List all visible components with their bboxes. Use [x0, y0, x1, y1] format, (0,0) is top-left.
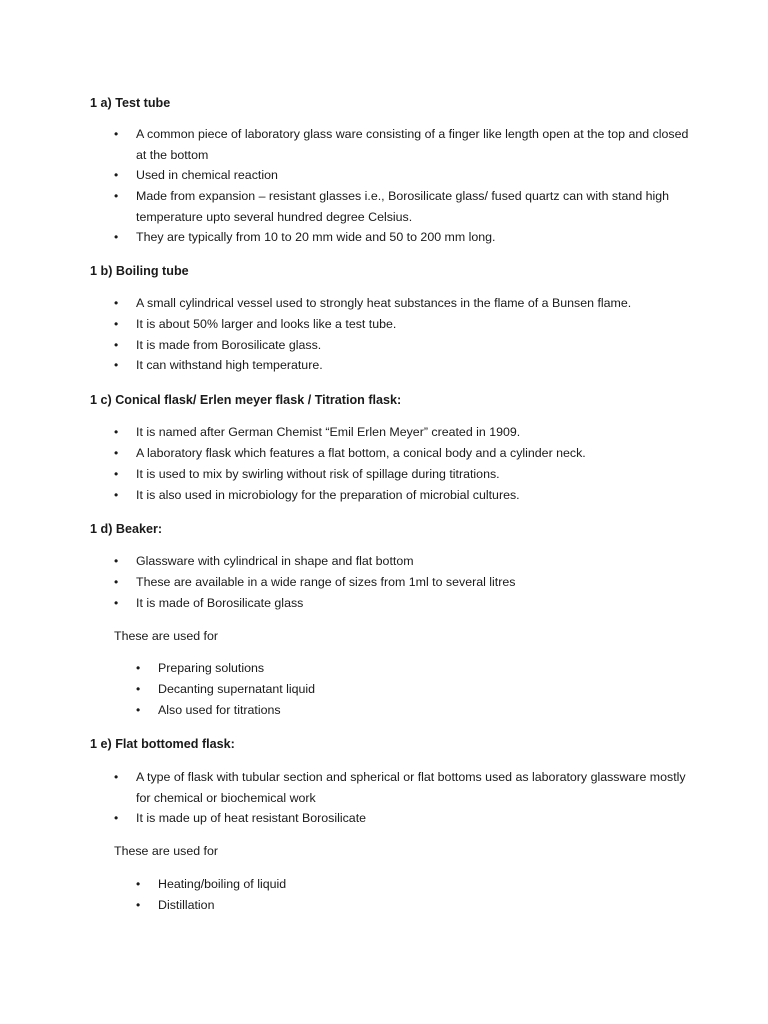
list-item: • A common piece of laboratory glass ware consisting of a finger like length open at the top and closed at the bottom [114, 124, 694, 165]
list-item: • Also used for titrations [136, 700, 696, 721]
list-item: • Glassware with cylindrical in shape and flat bottom [114, 551, 694, 572]
bullet-icon: • [114, 811, 119, 825]
list-item: • These are available in a wide range of sizes from 1ml to several litres [114, 572, 694, 593]
list-item: • It is used to mix by swirling without risk of spillage during titrations. [114, 464, 694, 485]
bullet-icon: • [114, 127, 119, 141]
heading-conical-flask: 1 c) Conical flask/ Erlen meyer flask / Titration flask: [90, 393, 402, 407]
bullet-icon: • [114, 596, 119, 610]
list-item: • It is made up of heat resistant Borosilicate [114, 808, 694, 829]
list-item: • It can withstand high temperature. [114, 355, 694, 376]
bullet-icon: • [114, 575, 119, 589]
bullet-icon: • [136, 703, 141, 717]
list-item: • Used in chemical reaction [114, 165, 694, 186]
list-item: • Preparing solutions [136, 658, 696, 679]
bullet-icon: • [114, 317, 119, 331]
list-item: • It is also used in microbiology for the preparation of microbial cultures. [114, 485, 694, 506]
list-item: • It is made of Borosilicate glass [114, 593, 694, 614]
uses-label: These are used for [114, 629, 219, 643]
list-item: • It is about 50% larger and looks like a test tube. [114, 314, 694, 335]
bullet-icon: • [114, 168, 119, 182]
bullet-icon: • [114, 467, 119, 481]
bullet-icon: • [114, 446, 119, 460]
heading-boiling-tube: 1 b) Boiling tube [90, 264, 189, 278]
list-item: • A laboratory flask which features a flat bottom, a conical body and a cylinder neck. [114, 443, 694, 464]
list-item: • Made from expansion – resistant glasses i.e., Borosilicate glass/ fused quartz can with stand high temperature upto several hundred degree Celsius. [114, 186, 694, 227]
list-item: • A type of flask with tubular section and spherical or flat bottoms used as laboratory glassware mostly for chemical or biochemical work [114, 767, 694, 808]
bullet-icon: • [136, 682, 141, 696]
list-item: • They are typically from 10 to 20 mm wide and 50 to 200 mm long. [114, 227, 694, 248]
list-item: • A small cylindrical vessel used to strongly heat substances in the flame of a Bunsen flame. [114, 293, 694, 314]
heading-test-tube: 1 a) Test tube [90, 96, 171, 110]
bullet-icon: • [114, 425, 119, 439]
bullet-icon: • [136, 661, 141, 675]
bullet-icon: • [136, 898, 141, 912]
list-item: • It is made from Borosilicate glass. [114, 335, 694, 356]
bullet-icon: • [114, 189, 119, 203]
uses-label: These are used for [114, 844, 219, 858]
bullet-icon: • [114, 358, 119, 372]
bullet-icon: • [114, 296, 119, 310]
heading-flat-bottomed-flask: 1 e) Flat bottomed flask: [90, 737, 235, 751]
bullet-icon: • [114, 488, 119, 502]
list-item: • Heating/boiling of liquid [136, 874, 696, 895]
list-item: • Decanting supernatant liquid [136, 679, 696, 700]
bullet-icon: • [114, 338, 119, 352]
bullet-icon: • [136, 877, 141, 891]
list-item: • Distillation [136, 895, 696, 916]
bullet-icon: • [114, 230, 119, 244]
bullet-icon: • [114, 770, 119, 784]
list-item: • It is named after German Chemist “Emil Erlen Meyer” created in 1909. [114, 422, 694, 443]
bullet-icon: • [114, 554, 119, 568]
heading-beaker: 1 d) Beaker: [90, 522, 163, 536]
